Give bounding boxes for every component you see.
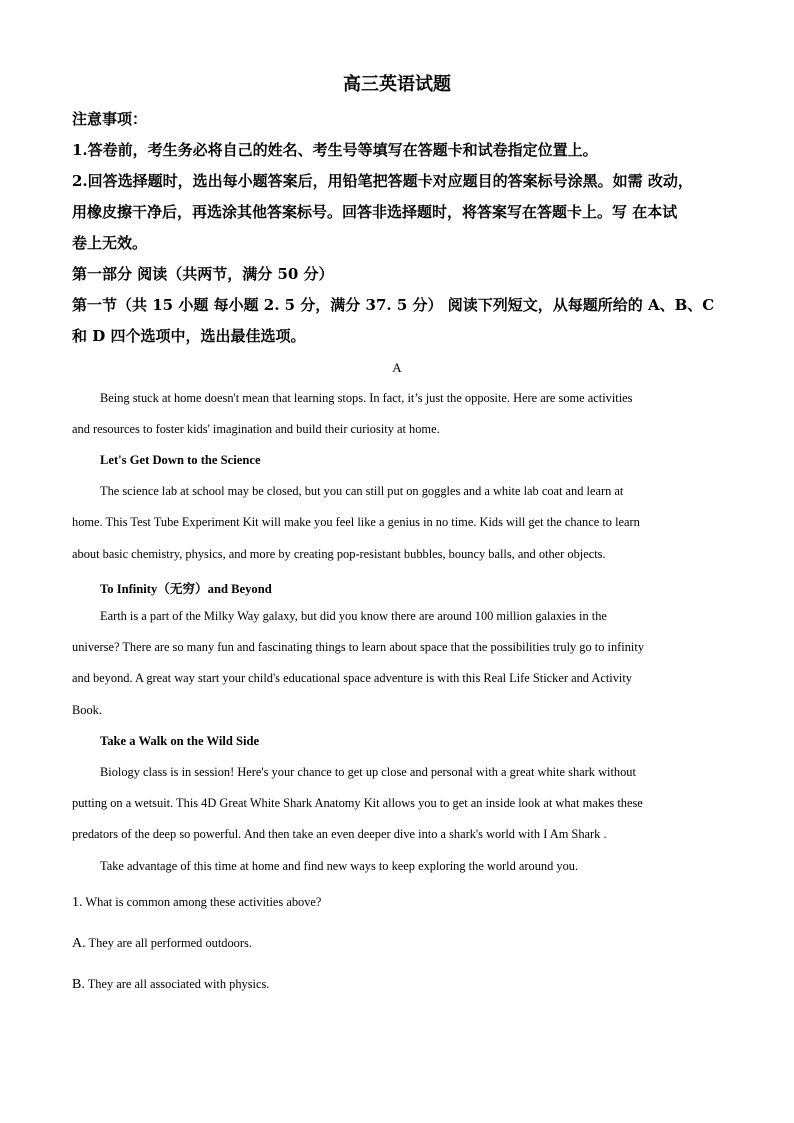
- infinity-paragraph-line-1: Earth is a part of the Milky Way galaxy, but did you know there are around 100 million galaxies in the: [100, 609, 607, 623]
- notice-item-2-line-2: 用橡皮擦干净后，再选涂其他答案标号。回答非选择题时，将答案写在答题卡上。写 在本试: [72, 203, 678, 221]
- option-b-text: They are all associated with physics.: [87, 977, 270, 991]
- wild-side-paragraph-line-2: putting on a wetsuit. This 4D Great White Shark Anatomy Kit allows you to get an inside look at what makes these: [72, 796, 643, 810]
- notice-item-2-line-3: 卷上无效。: [72, 234, 148, 252]
- notice-item-1: 1.答卷前，考生务必将自己的姓名、考生号等填写在答题卡和试卷指定位置上。: [72, 141, 598, 159]
- section1-instruction-line-2: 和 D 四个选项中，选出最佳选项。: [72, 327, 306, 345]
- science-paragraph-line-2: home. This Test Tube Experiment Kit will make you feel like a genius in no time. Kids will get the chance to learn: [72, 515, 640, 529]
- question-1-text: What is common among these activities above?: [85, 895, 322, 909]
- passage-label: A: [392, 360, 402, 375]
- passage-closing: Take advantage of this time at home and find new ways to keep exploring the world around you.: [100, 859, 579, 873]
- notice-item-2-line-1: 2.回答选择题时，选出每小题答案后，用铅笔把答题卡对应题目的答案标号涂黑。如需 改动，: [72, 172, 693, 190]
- question-1-number: 1.: [72, 895, 83, 910]
- infinity-paragraph-line-2: universe? There are so many fun and fascinating things to learn about space that the possibilities truly go to infinity: [72, 640, 645, 654]
- wild-side-paragraph-line-1: Biology class is in session! Here's your chance to get up close and personal with a great white shark without: [100, 765, 636, 779]
- part1-heading: 第一部分 阅读（共两节，满分 50 分）: [72, 265, 334, 283]
- infinity-paragraph-line-3: and beyond. A great way start your child's educational space adventure is with this Real Life Sticker and Activity: [72, 671, 633, 685]
- option-a-text: They are all performed outdoors.: [88, 936, 252, 950]
- infinity-paragraph-line-4: Book.: [72, 703, 102, 717]
- wild-side-paragraph-line-3: predators of the deep so powerful. And then take an even deeper dive into a shark's world with I Am Shark .: [72, 827, 607, 841]
- question-1-stem: [72, 895, 321, 911]
- section-heading-science: Let's Get Down to the Science: [100, 453, 261, 467]
- option-b-label: B.: [72, 977, 85, 992]
- question-1-option-a: [72, 936, 252, 952]
- option-a-label: A.: [72, 936, 86, 951]
- section1-instruction-line-1: 第一节（共 15 小题 每小题 2. 5 分，满分 37. 5 分） 阅读下列短文，从每题所给的 A、B、C: [72, 296, 715, 314]
- science-paragraph-line-3: about basic chemistry, physics, and more by creating pop-resistant bubbles, bouncy balls, and other objects.: [72, 547, 606, 561]
- page-title: 高三英语试题: [343, 74, 451, 95]
- question-1-option-b: [72, 977, 269, 993]
- passage-intro-line-1: Being stuck at home doesn't mean that learning stops. In fact, it’s just the opposite. Here are some activities: [100, 391, 633, 405]
- notice-heading: 注意事项：: [72, 110, 148, 128]
- science-paragraph-line-1: The science lab at school may be closed, but you can still put on goggles and a white lab coat and learn at: [100, 484, 624, 498]
- passage-intro-line-2: and resources to foster kids' imagination and build their curiosity at home.: [72, 422, 440, 436]
- section-heading-infinity: To Infinity（无穷）and Beyond: [100, 582, 272, 596]
- section-heading-wild-side: Take a Walk on the Wild Side: [100, 734, 260, 748]
